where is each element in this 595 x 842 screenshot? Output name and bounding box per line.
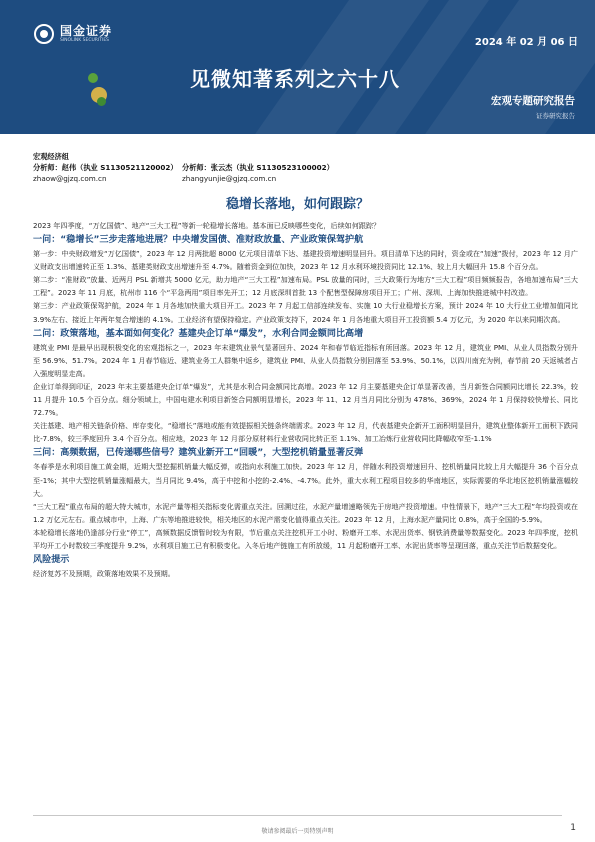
analyst-1-email[interactable]: zhaow@gjzq.com.cn [33,174,107,183]
risk-paragraph: 经济复苏不及预期，政策落地效果不及预期。 [33,569,175,579]
team-name: 宏观经济组 [33,152,69,161]
section-3-heading: 三问：高频数据，已传递哪些信号？建筑业新开工“回暖”，大型挖机销量显著反弹 [33,448,364,459]
header-banner [0,0,595,134]
section-2-paragraph: 建筑业 PMI 是最早出现积极变化的宏观指标之一，2023 年末建筑业景气显著回升、2024 年和春节临近指标有所回落。2023 年 12 月，建筑业 PMI、从业人员指数分别升至 56.9%、51.7%。2024 年 1 月春节临近、建筑业务工人群集中返乡，建筑业 PMI、从业人员指数分别回落至 53.9%、50.1%，以四川南充为例，春节前 20 天返城者占入强度明显走高。 [33,342,578,378]
section-3-paragraph: 本轮稳增长落地仍逢部分行业“停工”，高频数据反馈暂时较为有限，节后重点关注挖机开工小时、粉磨开工率、水泥出货率、钢铁消费量等数据变化。2023 年四季度，挖机平均开工小时数较三季度提升 9.2%，水利项目施工已有积极变化。入冬后地产链施工有所放缓，11 月起粉磨开工率、水泥出货率等呈现回落，重点关注节后数据变化。 [33,527,578,550]
page-number: 1 [570,823,576,833]
decorative-dot-icon [88,73,98,83]
section-1-heading: 一问：“稳增长”三步走落地进展？中央增发国债、准财政放量、产业政策保驾护航 [33,235,364,246]
risk-heading: 风险提示 [33,555,70,566]
logo-name: 国金证券 [60,23,113,38]
section-2-paragraph: 关注基建、地产相关链条价格、库存变化，“稳增长”落地或能有效提振相关链条终端需求。2023 年 12 月，代表基建央企新开工面积明显回升，建筑业整体新开工面积下跌同比-7.8%，较三季度回升 3.4 个百分点。相应地，2023 年 12 月部分原材料行业营收同比转正至 1.1%、加工冶炼行业营收同比降幅收窄至-1.1% [33,421,578,444]
analyst-2: 分析师：张云杰（执业 S1130523100002） [182,163,334,172]
section-1-paragraph: 第三步：产业政策保驾护航，2024 年 1 月各地加快重大项目开工。2023 年 7 月起工信部连续发布、实施 10 大行业稳增长方案，预计 2024 年 10 大行业工业增加值同比 3.9%左右、接近上年两年复合增速的 4.1%。工业经济有望保持稳定。产业政策支持下，2024 年 1 月各地重大项目开工投资额 5.4 万亿元，为 2020 年以来同期次高。 [33,301,578,324]
company-logo [34,24,112,44]
logo-mark-icon [34,24,54,44]
analyst-1: 分析师：赵伟（执业 S1130521120002） [33,163,178,172]
section-3-paragraph: “三大工程”重点布局的超大特大城市，水泥产量等相关指标变化需重点关注。回溯过往，水泥产量增速略领先于房地产投资增速。中性情景下，地产“三大工程”年均投资或在 1.2 万亿元左右。重点城市中，上海、广东等地推进较快，相关地区的水泥产需变化值得重点关注。2023 年 12 月，上海水泥产量同比 0.8%，高于全国的-5.9%。 [33,501,578,524]
analyst-2-email[interactable]: zhangyunjie@gjzq.com.cn [182,174,277,183]
section-3-paragraph: 冬春季是水利项目施工黄金期，近期大型挖掘机销量大幅反弹，或指向水利施工加快。2023 年 12 月，伴随水利投资增速回升、挖机销量同比较上月大幅提升 36 个百分点至-1%；其中大型挖机销量涨幅最大，当月同比 9.4%，高于中挖和小挖的-2.4%、-4.7%。此外，重大水利工程项目较多的华南地区，实际需要的华北地区挖机销量涨幅较大。 [33,462,578,498]
footer-disclaimer[interactable]: 敬请参阅最后一页特别声明 [261,828,334,835]
logo-english-name: SINOLINK SECURITIES [60,37,110,43]
section-2-heading: 二问：政策落地，基本面如何变化？基建央企订单“爆发”，水利合同金额同比高增 [33,328,364,339]
article-body [33,219,578,580]
footer-divider [33,815,562,816]
report-date: 2024 年 02 月 06 日 [474,37,578,48]
report-category: 证券研究报告 [536,112,575,120]
section-1-paragraph: 第一步：中央财政增发“万亿国债”，2023 年 12 月两批超 8000 亿元项目清单下达、基建投资增速明显回升。项目清单下达的同时，资金或在“加速”拨付，2023 年 12 月广义财政支出增速转正至 1.3%、基建类财政支出增速升至 4.7%。随着资金到位加快，2023 年 12 月水利环境投资同比 12.1%、较上月大幅回升 15.8 个百分点。 [33,249,578,272]
report-series-title: 见微知著系列之六十八 [190,67,400,91]
intro-paragraph: 2023 年四季度，“万亿国债”、地产“三大工程”等新一轮稳增长落地。基本面已反映哪些变化，后续如何跟踪？ [33,221,381,230]
report-type: 宏观专题研究报告 [491,95,575,107]
section-1-paragraph: 第二步：“准财政”放量、近两月 PSL 新增共 5000 亿元，助力地产“三大工程”加速布局。PSL 放量的同时，三大政策行为地方“三大工程”项目频频报告，各地加速布局“三大工程”。2023 年 11 月底，杭州市 116 个“平急两用”项目率先开工；12 月底深圳首批 13 个配售型保障房项目开工；广州、深圳、上海加快推进城中村改造。 [33,275,578,298]
section-2-paragraph: 企业订单得到印证，2023 年末主要基建央企订单“爆发”，尤其是水利合同金额同比高增。2023 年 12 月主要基建央企订单显著改善，当月新签合同额同比增长 22.3%，较 11 月提升 10.5 个百分点。细分领域上，中国电建水利项目新签合同额明显增长，2023 年 11、12 月当月同比分别为 478%、369%，2024 年 1 月保持较快增长、同比 72.7%。 [33,381,578,418]
decorative-dot-icon [97,97,106,106]
analyst-info [33,151,334,183]
article-headline: 稳增长落地，如何跟踪？ [225,197,369,212]
